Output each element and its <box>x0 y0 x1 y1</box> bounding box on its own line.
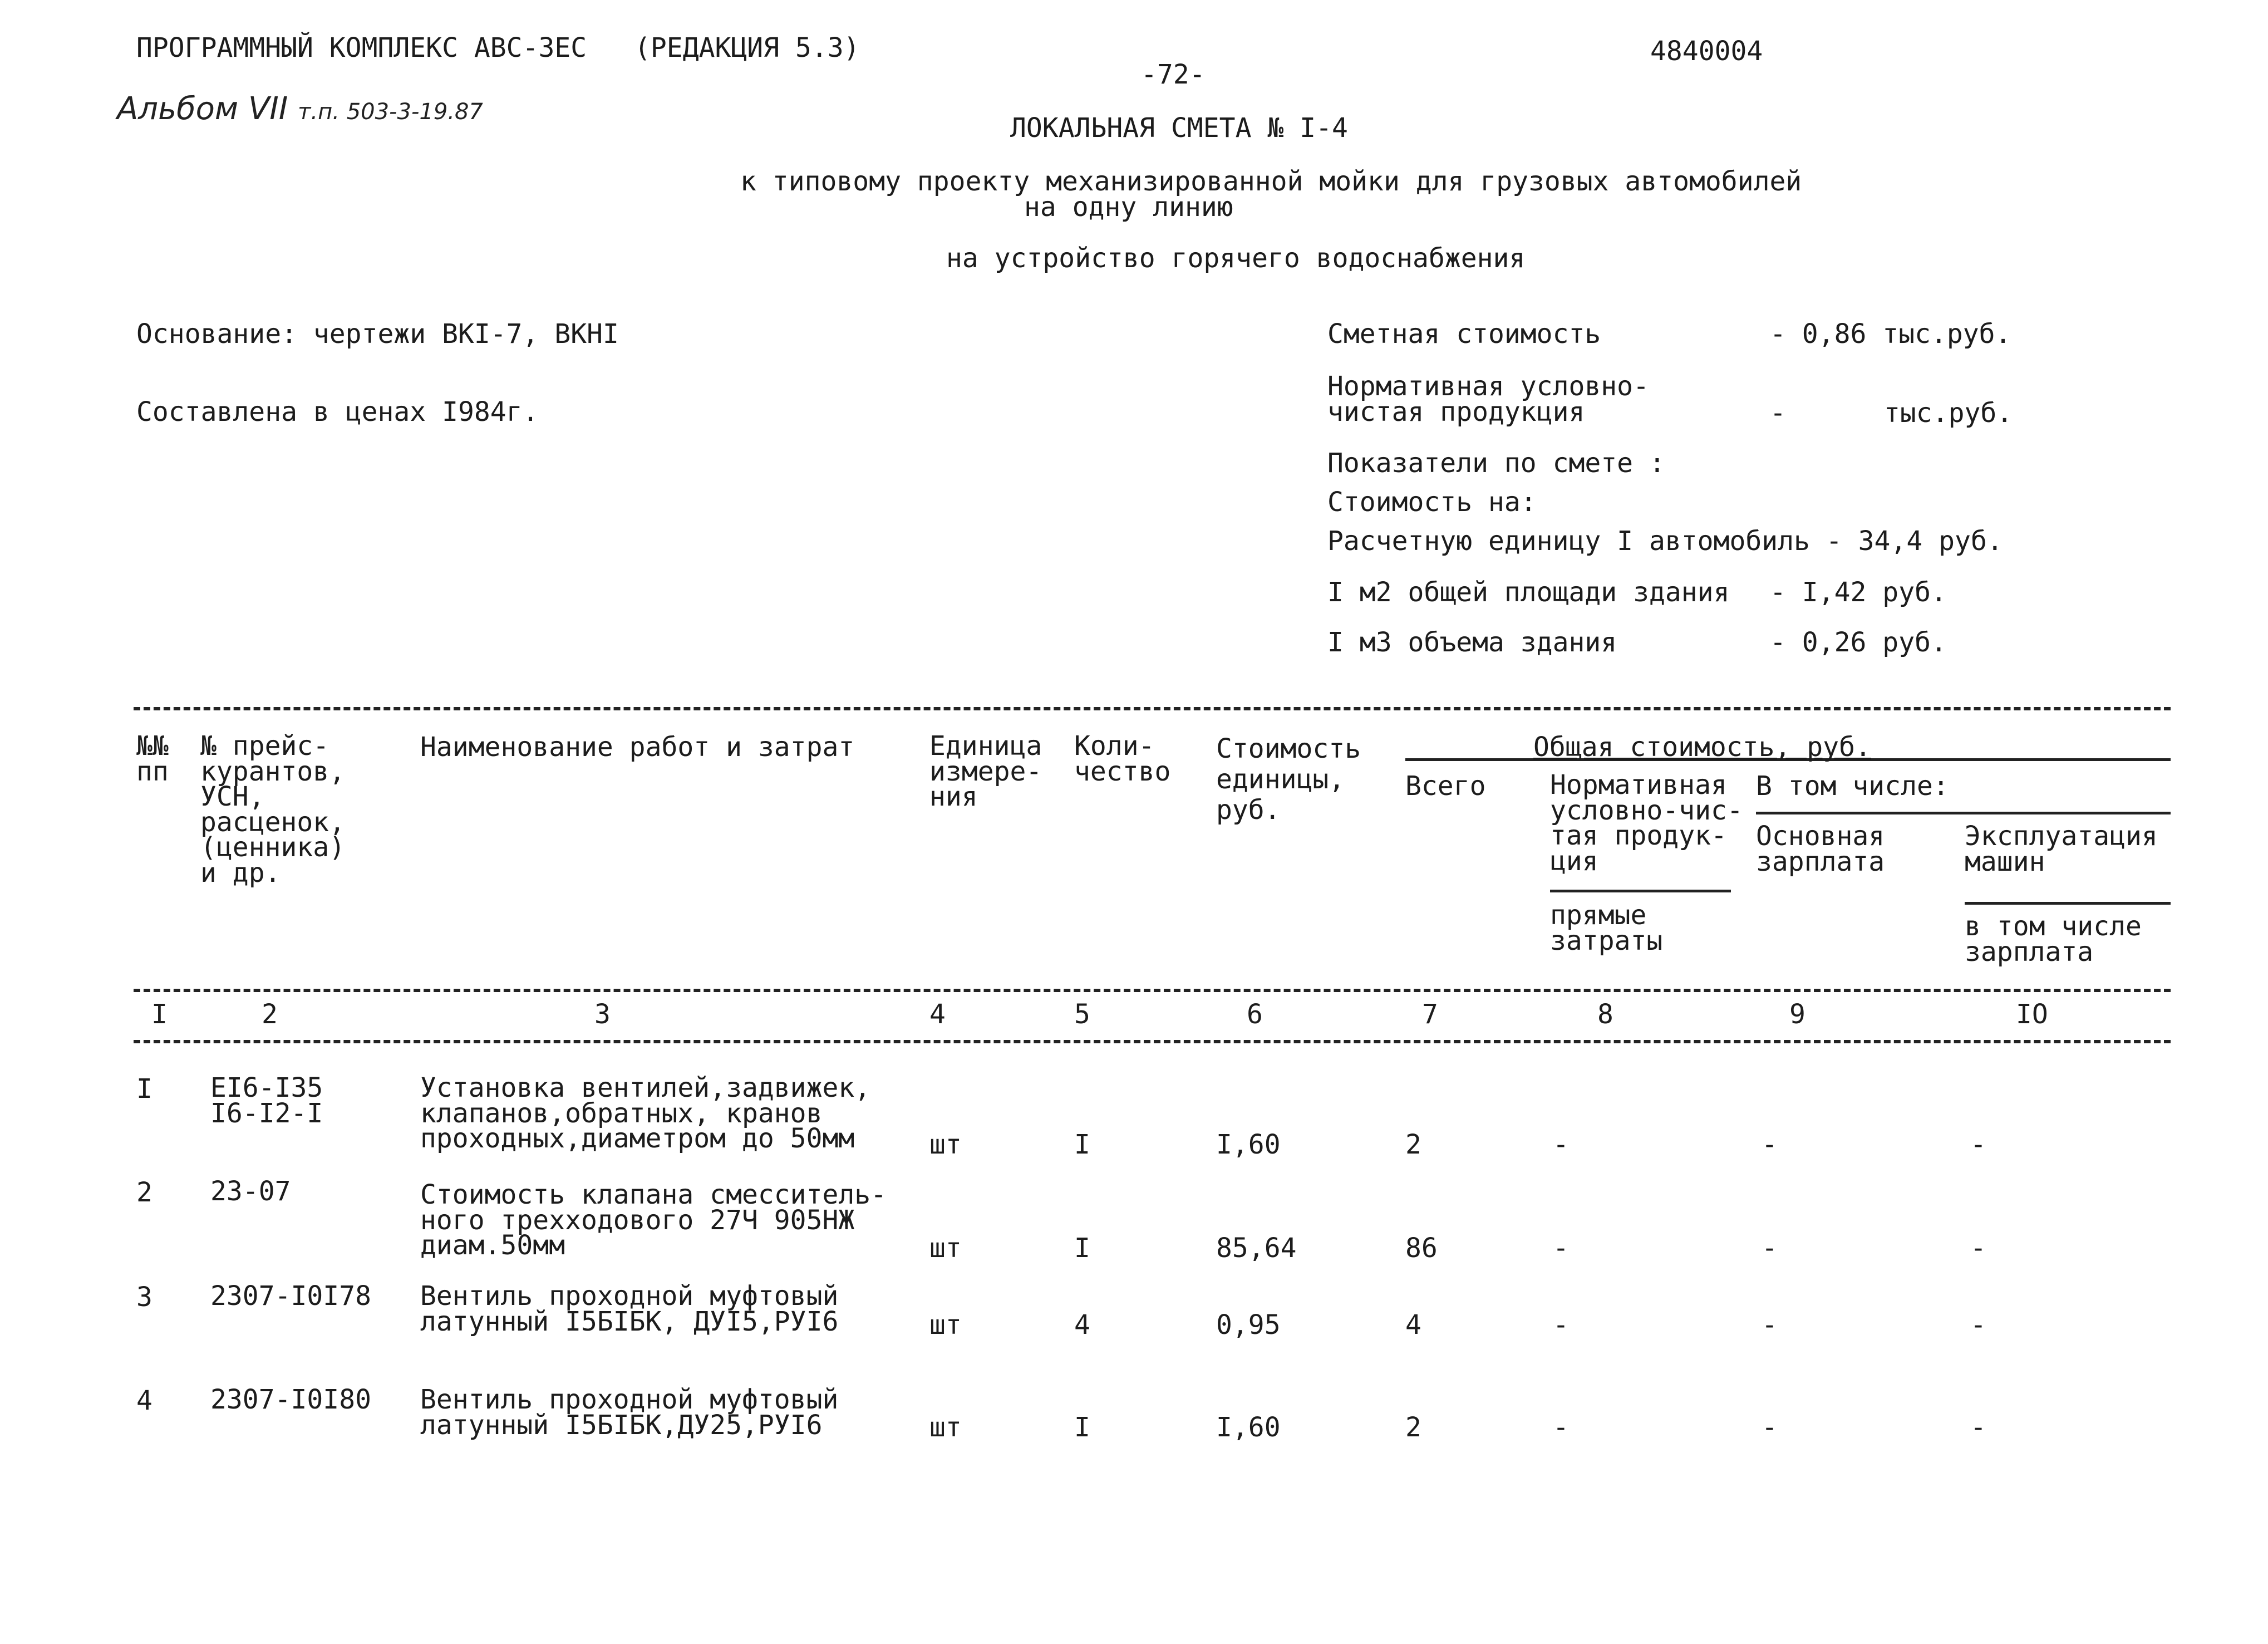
column-number: 8 <box>1597 999 1613 1030</box>
row-total: 86 <box>1405 1233 1438 1264</box>
header-col-4-line: Единица <box>929 730 1042 762</box>
row-code <box>210 1384 371 1415</box>
per-m2-value: - I,42 руб. <box>1770 577 1947 608</box>
row-name <box>420 1179 887 1262</box>
document-code: 4840004 <box>1650 36 1763 67</box>
header-col-10-line: Эксплуатация <box>1965 821 2158 852</box>
header-bottom-rule <box>134 989 2171 992</box>
header-col-2 <box>200 730 346 889</box>
header-col-6-line: руб. <box>1216 794 1281 826</box>
row-name-line: Стоимость клапана смесситель- <box>420 1179 887 1210</box>
header-col-8 <box>1550 769 1743 877</box>
column-number: 6 <box>1247 999 1263 1030</box>
header-col-4-line: измере- <box>929 755 1042 787</box>
row-name-line: Установка вентилей,задвижек, <box>420 1072 871 1103</box>
header-col-9-line: зарплата <box>1756 846 1885 877</box>
row-price: 85,64 <box>1216 1233 1297 1264</box>
header-col-5-line: Коли- <box>1074 730 1155 762</box>
header-col-2-line: расценок, <box>200 806 346 838</box>
table-top-rule <box>134 707 2171 710</box>
row-name-line: латунный I5БIБК, ДУI5,РУI6 <box>420 1306 839 1337</box>
header-col-6-line: Стоимость <box>1216 733 1361 764</box>
header-col-6-line: единицы, <box>1216 764 1345 796</box>
header-col-1 <box>136 730 169 787</box>
handwritten-album-note <box>117 91 483 127</box>
column-number: IO <box>2016 999 2048 1030</box>
cost-value: - 0,86 тыс.руб. <box>1770 318 2011 350</box>
row-total: 4 <box>1405 1309 1421 1341</box>
header-col-2-line: курантов, <box>200 755 346 787</box>
row-name <box>420 1384 839 1441</box>
row-price: 0,95 <box>1216 1309 1281 1341</box>
row-code-line: 2307-I0I78 <box>210 1280 371 1312</box>
header-col-7: Всего <box>1405 771 1486 802</box>
row-code-line: 2307-I0I80 <box>210 1384 371 1415</box>
handwritten-album: Альбом VII <box>117 91 288 127</box>
row-qty: I <box>1074 1129 1090 1160</box>
row-name-line: латунный I5БIБК,ДУ25,РУI6 <box>420 1409 823 1441</box>
row-col-9: - <box>1762 1309 1778 1341</box>
row-col-10: - <box>1970 1412 1986 1443</box>
header-col-5 <box>1074 730 1171 787</box>
normative-label-line-1: Нормативная условно- <box>1327 371 1649 402</box>
row-number: 2 <box>136 1177 152 1208</box>
row-price: I,60 <box>1216 1129 1281 1160</box>
row-col-9: - <box>1762 1233 1778 1264</box>
header-col-5-line: чество <box>1074 755 1171 787</box>
row-col-10: - <box>1970 1309 1986 1341</box>
row-col-8: - <box>1553 1309 1569 1341</box>
header-col-2-line: № прейс- <box>200 730 329 762</box>
estimate-title: ЛОКАЛЬНАЯ СМЕТА № I-4 <box>1010 112 1348 144</box>
row-col-10: - <box>1970 1233 1986 1264</box>
row-name-line: Вентиль проходной муфтовый <box>420 1280 839 1312</box>
row-code <box>210 1280 371 1312</box>
header-incl: В том числе: <box>1756 771 1949 802</box>
row-qty: I <box>1074 1233 1090 1264</box>
column-number: 2 <box>262 999 278 1030</box>
header-col-2-line: (ценника) <box>200 832 346 863</box>
normative-label-line-2: чистая продукция <box>1327 396 1585 428</box>
row-number: I <box>136 1073 152 1105</box>
header-total-group: Общая стоимость, руб. <box>1533 732 1871 763</box>
header-col-3: Наименование работ и затрат <box>420 732 855 763</box>
header-col-10-sub-line: зарплата <box>1965 936 2094 968</box>
header-col-2-line: УСН, <box>200 781 265 813</box>
header-col-2-line: и др. <box>200 857 281 889</box>
row-col-8: - <box>1553 1412 1569 1443</box>
row-name <box>420 1072 871 1155</box>
row-code <box>210 1176 291 1207</box>
row-total: 2 <box>1405 1129 1421 1160</box>
price-level: Составлена в ценах I984г. <box>136 396 539 428</box>
row-name-line: проходных,диаметром до 50мм <box>420 1123 855 1155</box>
per-m3-value: - 0,26 руб. <box>1770 627 1947 658</box>
row-name-line: Вентиль проходной муфтовый <box>420 1384 839 1415</box>
title-line-1: к типовому проекту механизированной мойки для грузовых автомобилей <box>740 166 1802 197</box>
row-col-8: - <box>1553 1129 1569 1160</box>
row-unit: шт <box>929 1309 962 1341</box>
header-col-8-line: ция <box>1550 845 1598 877</box>
program-name: ПРОГРАММНЫЙ КОМПЛЕКС АВС-ЗЕС <box>136 32 587 63</box>
col8-sub-rule <box>1550 890 1731 892</box>
row-name <box>420 1280 839 1337</box>
page-number: -72- <box>1141 59 1206 90</box>
title-line-3: на устройство горячего водоснабжения <box>946 243 1526 274</box>
row-unit: шт <box>929 1412 962 1443</box>
normative-label <box>1327 371 1649 428</box>
cost-per-unit: Расчетную единицу I автомобиль - 34,4 руб. <box>1327 526 2003 557</box>
row-name-line: клапанов,обратных, кранов <box>420 1097 823 1129</box>
header-col-8-line: тая продук- <box>1550 820 1727 852</box>
row-unit: шт <box>929 1233 962 1264</box>
row-code <box>210 1072 323 1129</box>
cost-label: Сметная стоимость <box>1327 318 1601 350</box>
per-m2-label: I м2 общей площади здания <box>1327 577 1730 608</box>
row-name-line: диам.50мм <box>420 1230 565 1262</box>
normative-unit: тыс.руб. <box>1884 397 2013 429</box>
row-col-10: - <box>1970 1129 1986 1160</box>
row-qty: 4 <box>1074 1309 1090 1341</box>
row-code-line: EI6-I35 <box>210 1072 323 1103</box>
row-number: 4 <box>136 1385 152 1416</box>
handwritten-ref: т.п. 503-3-19.87 <box>298 99 483 125</box>
edition: (РЕДАКЦИЯ 5.3) <box>634 32 860 63</box>
header-col-8-line: Нормативная <box>1550 769 1727 801</box>
header-col-10-sub-line: в том числе <box>1965 911 2142 942</box>
normative-dash: - <box>1770 397 1786 429</box>
row-price: I,60 <box>1216 1412 1281 1443</box>
row-number: 3 <box>136 1282 152 1313</box>
header-col-9 <box>1756 821 1885 877</box>
row-code-line: 23-07 <box>210 1176 291 1207</box>
header-col-4-line: ния <box>929 781 978 813</box>
row-code-line: I6-I2-I <box>210 1097 323 1129</box>
column-number: 5 <box>1074 999 1090 1030</box>
header-col-4 <box>929 730 1042 813</box>
column-number: I <box>151 999 168 1030</box>
column-numbers-rule <box>134 1040 2171 1043</box>
row-total: 2 <box>1405 1412 1421 1443</box>
header-col-10-sub <box>1965 911 2142 968</box>
header-col-8-sub <box>1550 900 1663 956</box>
row-unit: шт <box>929 1129 962 1160</box>
title-line-2: на одну линию <box>1024 192 1233 223</box>
header-col-1-line: №№ <box>136 730 169 762</box>
column-number: 3 <box>594 999 611 1030</box>
col10-sub-rule <box>1965 902 2171 905</box>
indicators-label: Показатели по смете : <box>1327 448 1665 479</box>
header-col-9-line: Основная <box>1756 821 1885 852</box>
cost-per-label: Стоимость на: <box>1327 487 1537 518</box>
row-name-line: ного трехходового 27Ч 905НЖ <box>420 1204 855 1236</box>
column-number: 9 <box>1789 999 1805 1030</box>
basis: Основание: чертежи ВКI-7, ВКНI <box>136 318 619 350</box>
incl-rule <box>1756 812 2171 814</box>
row-col-8: - <box>1553 1233 1569 1264</box>
header-col-8-sub-line: затраты <box>1550 925 1663 956</box>
row-col-9: - <box>1762 1129 1778 1160</box>
per-m3-label: I м3 объема здания <box>1327 627 1617 658</box>
column-number: 4 <box>929 999 946 1030</box>
header-col-6 <box>1216 734 1361 826</box>
row-col-9: - <box>1762 1412 1778 1443</box>
header-col-8-line: условно-чис- <box>1550 794 1743 826</box>
header-col-10 <box>1965 821 2158 877</box>
header-col-8-sub-line: прямые <box>1550 900 1647 931</box>
header-col-10-line: машин <box>1965 846 2045 877</box>
column-number: 7 <box>1422 999 1438 1030</box>
header-col-1-line: пп <box>136 755 169 787</box>
row-qty: I <box>1074 1412 1090 1443</box>
